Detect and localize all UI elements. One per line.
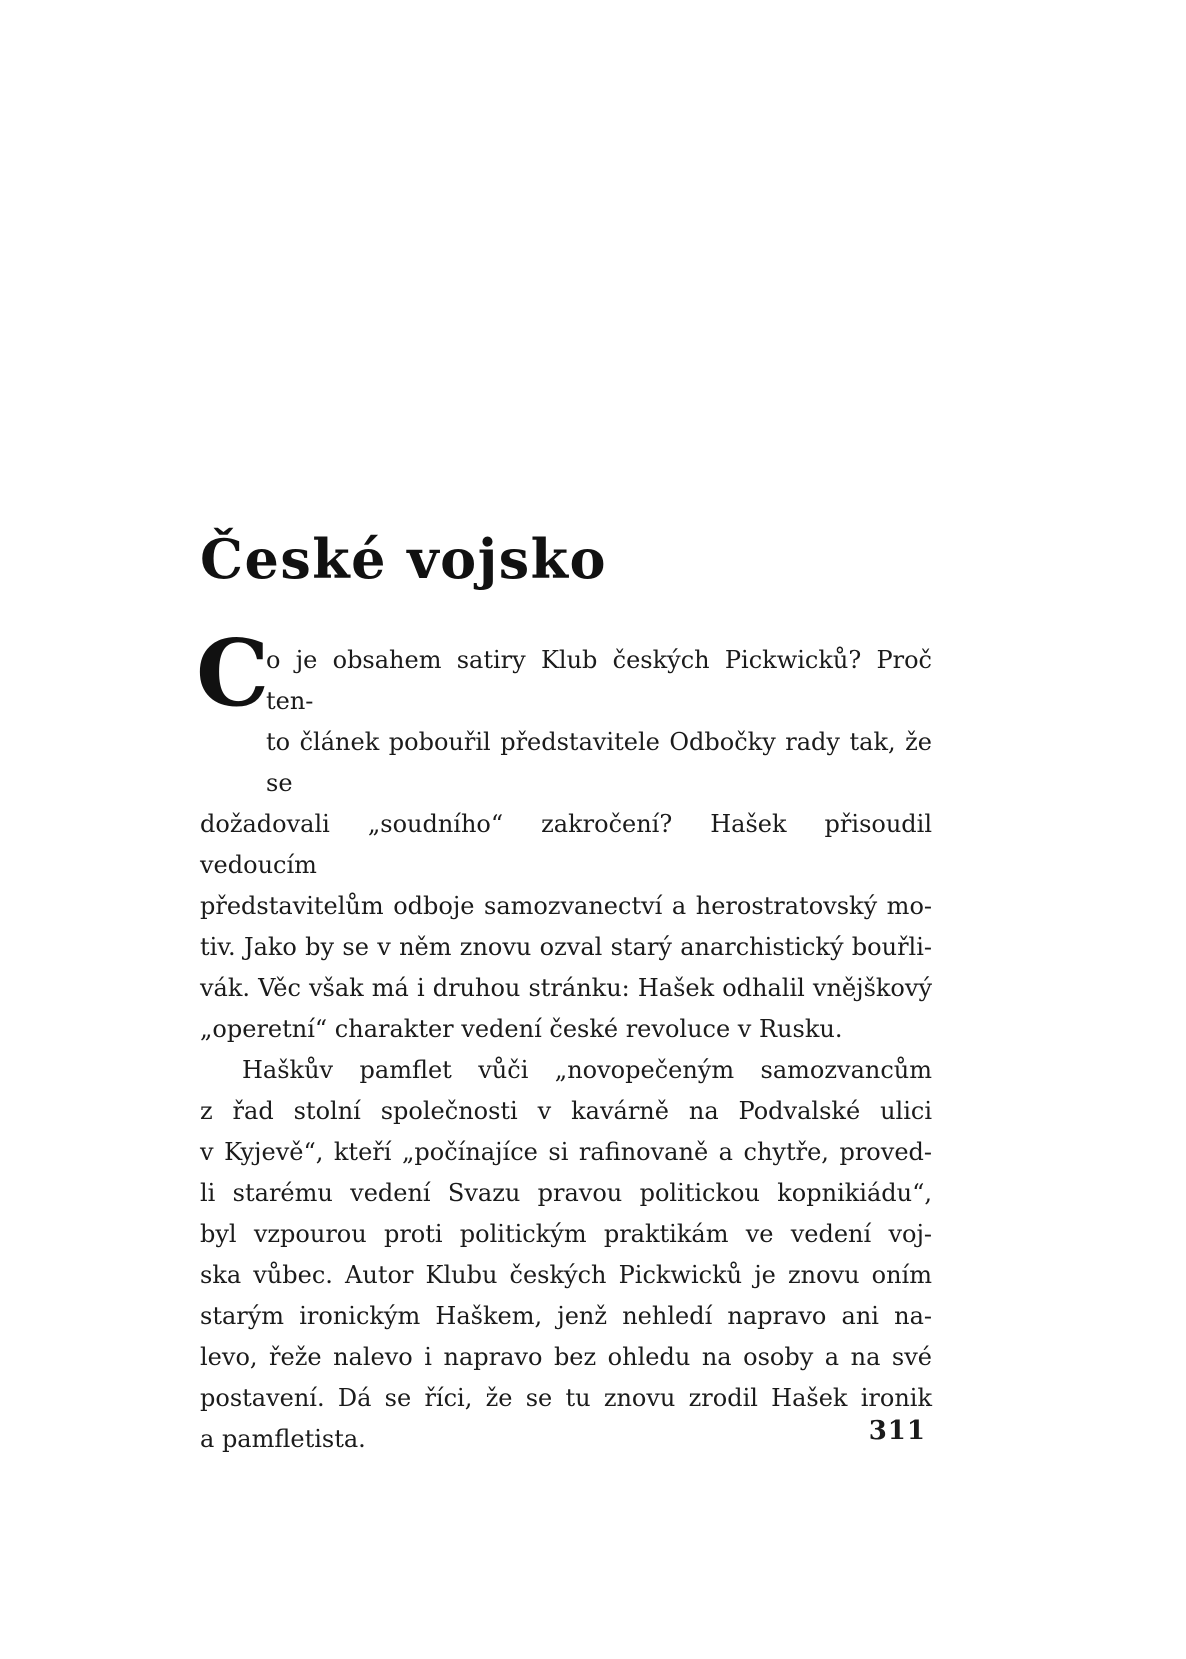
text-line: vák. Věc však má i druhou stránku: Hašek odhalil vnějškový bbox=[200, 974, 932, 1003]
text-line: a pamfletista. bbox=[200, 1425, 366, 1454]
paragraph-2 bbox=[200, 1050, 932, 1460]
text-line: dožadovali „soudního“ zakročení? Hašek přisoudil vedoucím bbox=[200, 810, 932, 880]
text-line: představitelům odboje samozvanectví a herostratovský mo- bbox=[200, 892, 932, 921]
text-line: starým ironickým Haškem, jenž nehledí napravo ani na- bbox=[200, 1302, 932, 1331]
text-line: levo, řeže nalevo i napravo bez ohledu na osoby a na své bbox=[200, 1343, 932, 1372]
text-line: o je obsahem satiry Klub českých Pickwicků? Proč ten- bbox=[266, 646, 932, 716]
page-number: 311 bbox=[868, 1416, 926, 1446]
text-line: to článek pobouřil představitele Odbočky rady tak, že se bbox=[266, 728, 932, 798]
text-line: postavení. Dá se říci, že se tu znovu zrodil Hašek ironik bbox=[200, 1384, 932, 1413]
body-text bbox=[196, 619, 932, 1460]
paragraph-1 bbox=[196, 619, 932, 1050]
text-line: z řad stolní společnosti v kavárně na Podvalské ulici bbox=[200, 1097, 932, 1126]
text-line: ska vůbec. Autor Klubu českých Pickwicků je znovu oním bbox=[200, 1261, 932, 1290]
drop-cap: C bbox=[196, 619, 270, 728]
chapter-title: České vojsko bbox=[200, 527, 608, 591]
text-line: li starému vedení Svazu pravou politickou kopnikiádu“, bbox=[200, 1179, 932, 1208]
text-line: byl vzpourou proti politickým praktikám ve vedení voj- bbox=[200, 1220, 932, 1249]
text-line: v Kyjevě“, kteří „počínajíce si rafinovaně a chytře, proved- bbox=[200, 1138, 932, 1167]
text-line: „operetní“ charakter vedení české revoluce v Rusku. bbox=[200, 1015, 843, 1044]
text-line: tiv. Jako by se v něm znovu ozval starý anarchistický bouřli- bbox=[200, 933, 932, 962]
text-block bbox=[196, 527, 932, 1460]
text-line: Haškův pamflet vůči „novopečeným samozvancům bbox=[242, 1056, 932, 1085]
